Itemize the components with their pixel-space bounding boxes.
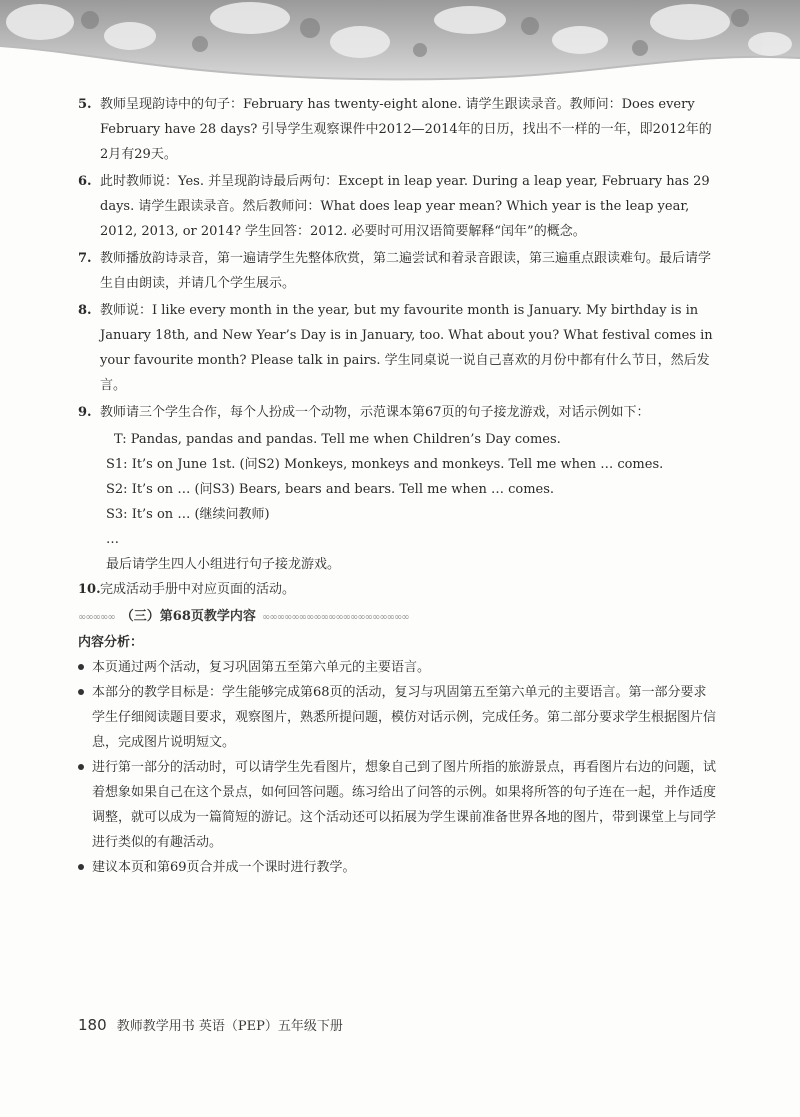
list-item xyxy=(78,246,718,296)
item-number: 10. xyxy=(78,582,101,597)
item-text: 完成活动手册中对应页面的活动。 xyxy=(100,582,296,597)
bullet-dot-icon xyxy=(78,764,84,770)
section-ornament-right: ∞∞∞∞∞∞∞∞∞∞∞∞∞∞∞∞∞∞∞∞ xyxy=(262,612,409,623)
bullet-item xyxy=(78,855,718,880)
list-item xyxy=(78,577,718,602)
section-heading xyxy=(78,604,718,630)
bullet-item xyxy=(78,680,718,755)
bullet-dot-icon xyxy=(78,664,84,670)
bullet-text: 本页通过两个活动，复习巩固第五至第六单元的主要语言。 xyxy=(92,660,431,675)
page-number: 180 xyxy=(78,1016,107,1034)
list-item xyxy=(78,400,718,425)
item-text: 教师呈现韵诗中的句子：February has twenty-eight alone. 请学生跟读录音。教师问：Does every February have 28 days? 引导学生观察课件中2012—2014年的日历，找出不一样的一年，即2012年的2月有29天。 xyxy=(100,97,712,162)
item-number: 6. xyxy=(78,174,92,189)
section-ornament-left: ∞∞∞∞∞ xyxy=(78,612,115,623)
list-item xyxy=(78,92,718,167)
item-text: 教师播放韵诗录音，第一遍请学生先整体欣赏，第二遍尝试和着录音跟读，第三遍重点跟读难句。最后请学生自由朗读，并请几个学生展示。 xyxy=(100,251,712,291)
dialogue-line: S3: It’s on … (继续问教师) xyxy=(106,507,270,522)
dialogue-line: S2: It’s on … (问S3) Bears, bears and bears. Tell me when … comes. xyxy=(106,482,555,497)
dialogue-ellipsis: … xyxy=(106,532,119,547)
bullet-text: 本部分的教学目标是：学生能够完成第68页的活动，复习与巩固第五至第六单元的主要语言。第一部分要求学生仔细阅读题目要求，观察图片，熟悉所提问题，模仿对话示例，完成任务。第二部分要求学生根据图片信息，完成图片说明短文。 xyxy=(92,685,717,750)
bullet-item xyxy=(78,655,718,680)
bullet-dot-icon xyxy=(78,864,84,870)
bullet-text: 进行第一部分的活动时，可以请学生先看图片，想象自己到了图片所指的旅游景点，再看图片右边的问题，试着想象如果自己在这个景点，如何回答问题。练习给出了问答的示例。如果将所答的句子连在一起，并作适度调整，就可以成为一篇简短的游记。这个活动还可以拓展为学生课前准备世界各地的图片，带到课堂上与同学进行类似的有趣活动。 xyxy=(92,760,717,850)
item-number: 8. xyxy=(78,303,92,318)
item-text: 教师请三个学生合作，每个人扮成一个动物，示范课本第67页的句子接龙游戏，对话示例如下： xyxy=(100,405,650,420)
book-title: 教师教学用书 英语（PEP）五年级下册 xyxy=(116,1019,343,1034)
item-text: 教师说：I like every month in the year, but my favourite month is January. My birthday is in January 18th, and New Year’s Day is in January, too. What about you? What festival comes in your favourite month? Please talk in pairs. 学生同桌说一说自己喜欢的月份中都有什么节日，然后发言。 xyxy=(100,303,713,393)
item-text: 此时教师说：Yes. 并呈现韵诗最后两句：Except in leap year. During a leap year, February has 29 days. 请学生跟读录音。然后教师问：What does leap year mean? Which year is the leap year, 2012, 2013, or 2014? 学生回答：2012. 必要时可用汉语简要解释“闰年”的概念。 xyxy=(100,174,710,239)
bullet-dot-icon xyxy=(78,689,84,695)
bullet-text: 建议本页和第69页合并成一个课时进行教学。 xyxy=(92,860,356,875)
page-footer xyxy=(78,1015,343,1034)
bullet-item xyxy=(78,755,718,855)
item-number: 7. xyxy=(78,251,92,266)
dialogue-line: T: Pandas, pandas and pandas. Tell me when Children’s Day comes. xyxy=(114,432,561,447)
list-item xyxy=(78,169,718,244)
item-number: 9. xyxy=(78,405,92,420)
item-number: 5. xyxy=(78,97,92,112)
page-content xyxy=(78,92,718,880)
dialogue-line: S1: It’s on June 1st. (问S2) Monkeys, monkeys and monkeys. Tell me when … comes. xyxy=(106,457,664,472)
analysis-title: 内容分析： xyxy=(78,635,144,650)
list-item xyxy=(78,298,718,398)
decorative-floral-banner xyxy=(0,0,800,92)
section-title: （三）第68页教学内容 xyxy=(120,609,256,624)
dialogue-conclusion: 最后请学生四人小组进行句子接龙游戏。 xyxy=(106,557,341,572)
